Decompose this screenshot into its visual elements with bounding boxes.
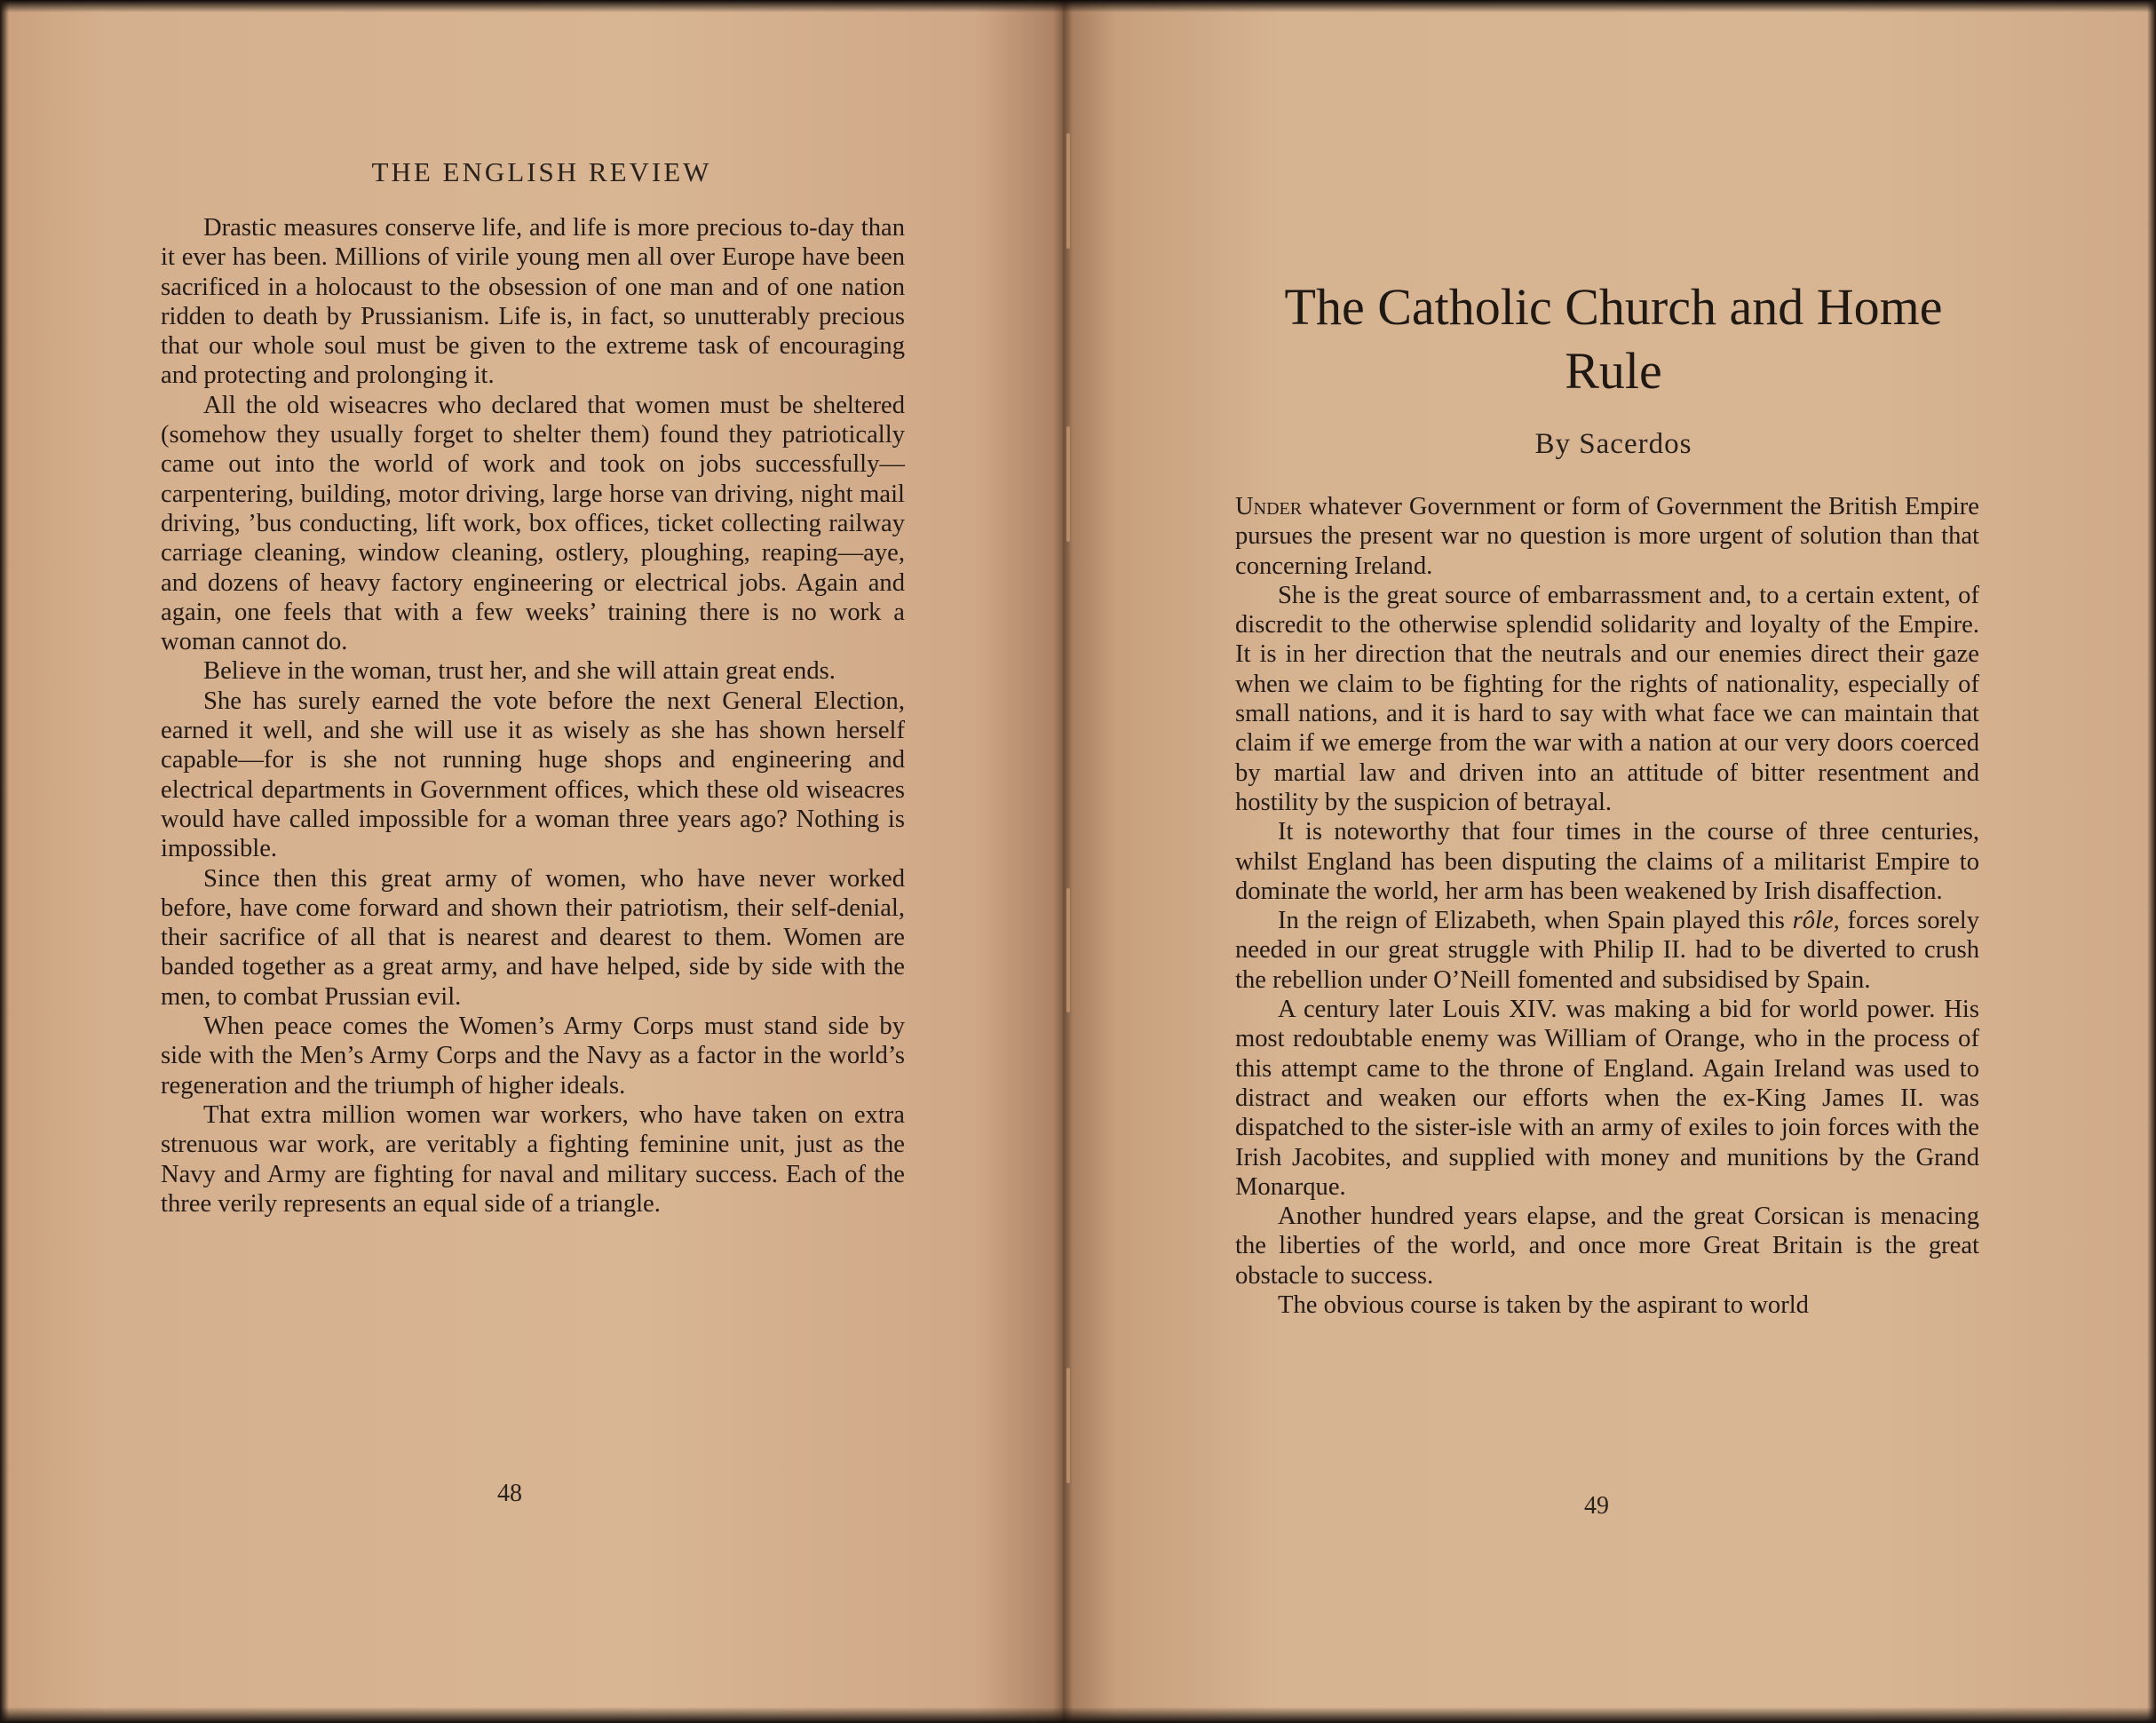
paragraph [1235, 906, 1979, 995]
paragraph: The obvious course is taken by the aspirant to world [1278, 1291, 1809, 1320]
italic-word: rôle, [1792, 907, 1840, 935]
left-page-body [161, 213, 905, 1219]
running-head: THE ENGLISH REVIEW [371, 156, 712, 187]
paragraph: Drastic measures conserve life, and life is more precious to-day than it ever has been. Millions of virile young men all over Europe have been sacrificed in a holocaust to the obsession of one man and of one nation ridden to death by Prussianism. Life is, in fact, so unutterably precious that our whole soul must be given to the extreme task of encouraging and protecting and prolonging it. [161, 214, 905, 390]
paragraph: She is the great source of embarrassment and, to a certain extent, of discredit to the otherwise splendid solidarity and loyalty of the Empire. It is in her direction that the neutrals and our enemies direct their gaze when we claim to be fighting for the rights of nationality, especially of small nations, and it is hard to say with what face we can maintain that claim if we emerge from the war with a nation at our very doors coerced by martial law and driven into an attitude of bitter resentment and hostility by the suspicion of betrayal. [1235, 581, 1979, 816]
byline: By Sacerdos [1534, 428, 1692, 460]
paragraph-text: forces sorely needed in our great struggle with Philip II. had to be diverted to crush the rebellion under O’Neill fomented and subsidised by Spain. [1235, 907, 1979, 994]
paragraph: She has surely earned the vote before the next General Election, earned it well, and she will use it as wisely as she has shown herself capable—for is she not running huge shops and engineering and electrical departments in Government offices, which these old wiseacres would have called impossible for a woman three years ago? Nothing is impossible. [161, 687, 905, 863]
paragraph: Another hundred years elapse, and the great Corsican is menacing the liberties of the world, and once more Great Britain is the great obstacle to success. [1235, 1203, 1979, 1290]
article-title: The Catholic Church and Home Rule [1284, 278, 1943, 400]
page-edge-shadow [0, 0, 9, 1723]
binding-stitch [1066, 1368, 1070, 1483]
paragraph: That extra million women war workers, who have taken on extra strenuous war work, are veritably a fighting feminine unit, just as the Navy and Army are fighting for naval and military success. Each of the three verily represents an equal side of a triangle. [161, 1100, 905, 1218]
binding-stitch [1066, 888, 1070, 1012]
right-page-body [1235, 492, 1979, 1320]
page-number-left: 48 [497, 1480, 522, 1507]
paragraph: A century later Louis XIV. was making a bid for world power. His most redoubtable enemy was William of Orange, who in the process of this attempt came to the throne of England. Again Ireland was used to distract and weaken our efforts when the ex-King James II. was dispatched to the sister-isle with an army of exiles to join forces with the Irish Jacobites, and supplied with money and munitions by the Grand Monarque. [1235, 996, 1979, 1201]
paragraph-text: whatever Government or form of Government the British Empire pursues the present war no question is more urgent of solution than that concerning Ireland. [1235, 493, 1979, 580]
paragraph-text: In the reign of Elizabeth, when Spain played this [1278, 907, 1793, 935]
binding-stitch [1066, 133, 1070, 249]
paragraph: Believe in the woman, trust her, and she will attain great ends. [203, 657, 836, 686]
left-page [0, 0, 1061, 1723]
page-edge-shadow [2147, 0, 2156, 1723]
paragraph [1235, 492, 1979, 581]
page-number-right: 49 [1584, 1492, 1609, 1520]
drop-word: Under [1235, 493, 1303, 520]
page-edge-shadow [0, 0, 2156, 12]
paragraph: Since then this great army of women, who have never worked before, have come forward and shown their patriotism, their self-denial, their sacrifice of all that is nearest and dearest to them. Women are banded together as a great army, and have helped, side by side with the men, to combat Prussian evil. [161, 864, 905, 1011]
paragraph: All the old wiseacres who declared that women must be sheltered (somehow they usually forget to shelter them) found they patriotically came out into the world of work and took on jobs successfully—carpentering, building, motor driving, large horse van driving, night mail driving, ’bus conducting, lift work, box offices, ticket collecting railway carriage cleaning, window cleaning, ostlery, ploughing, reaping—aye, and dozens of heavy factory engineering or electrical jobs. Again and again, one feels that with a few weeks’ training there is no work a woman cannot do. [161, 391, 905, 656]
paragraph: When peace comes the Women’s Army Corps must stand side by side with the Men’s Army Corps and the Navy as a factor in the world’s regeneration and the triumph of higher ideals. [161, 1012, 905, 1100]
page-edge-shadow [0, 1707, 2156, 1723]
paragraph: It is noteworthy that four times in the course of three centuries, whilst England has been disputing the claims of a militarist Empire to dominate the world, her arm has been weakened by Irish disaffection. [1235, 818, 1979, 905]
binding-stitch [1066, 426, 1070, 542]
